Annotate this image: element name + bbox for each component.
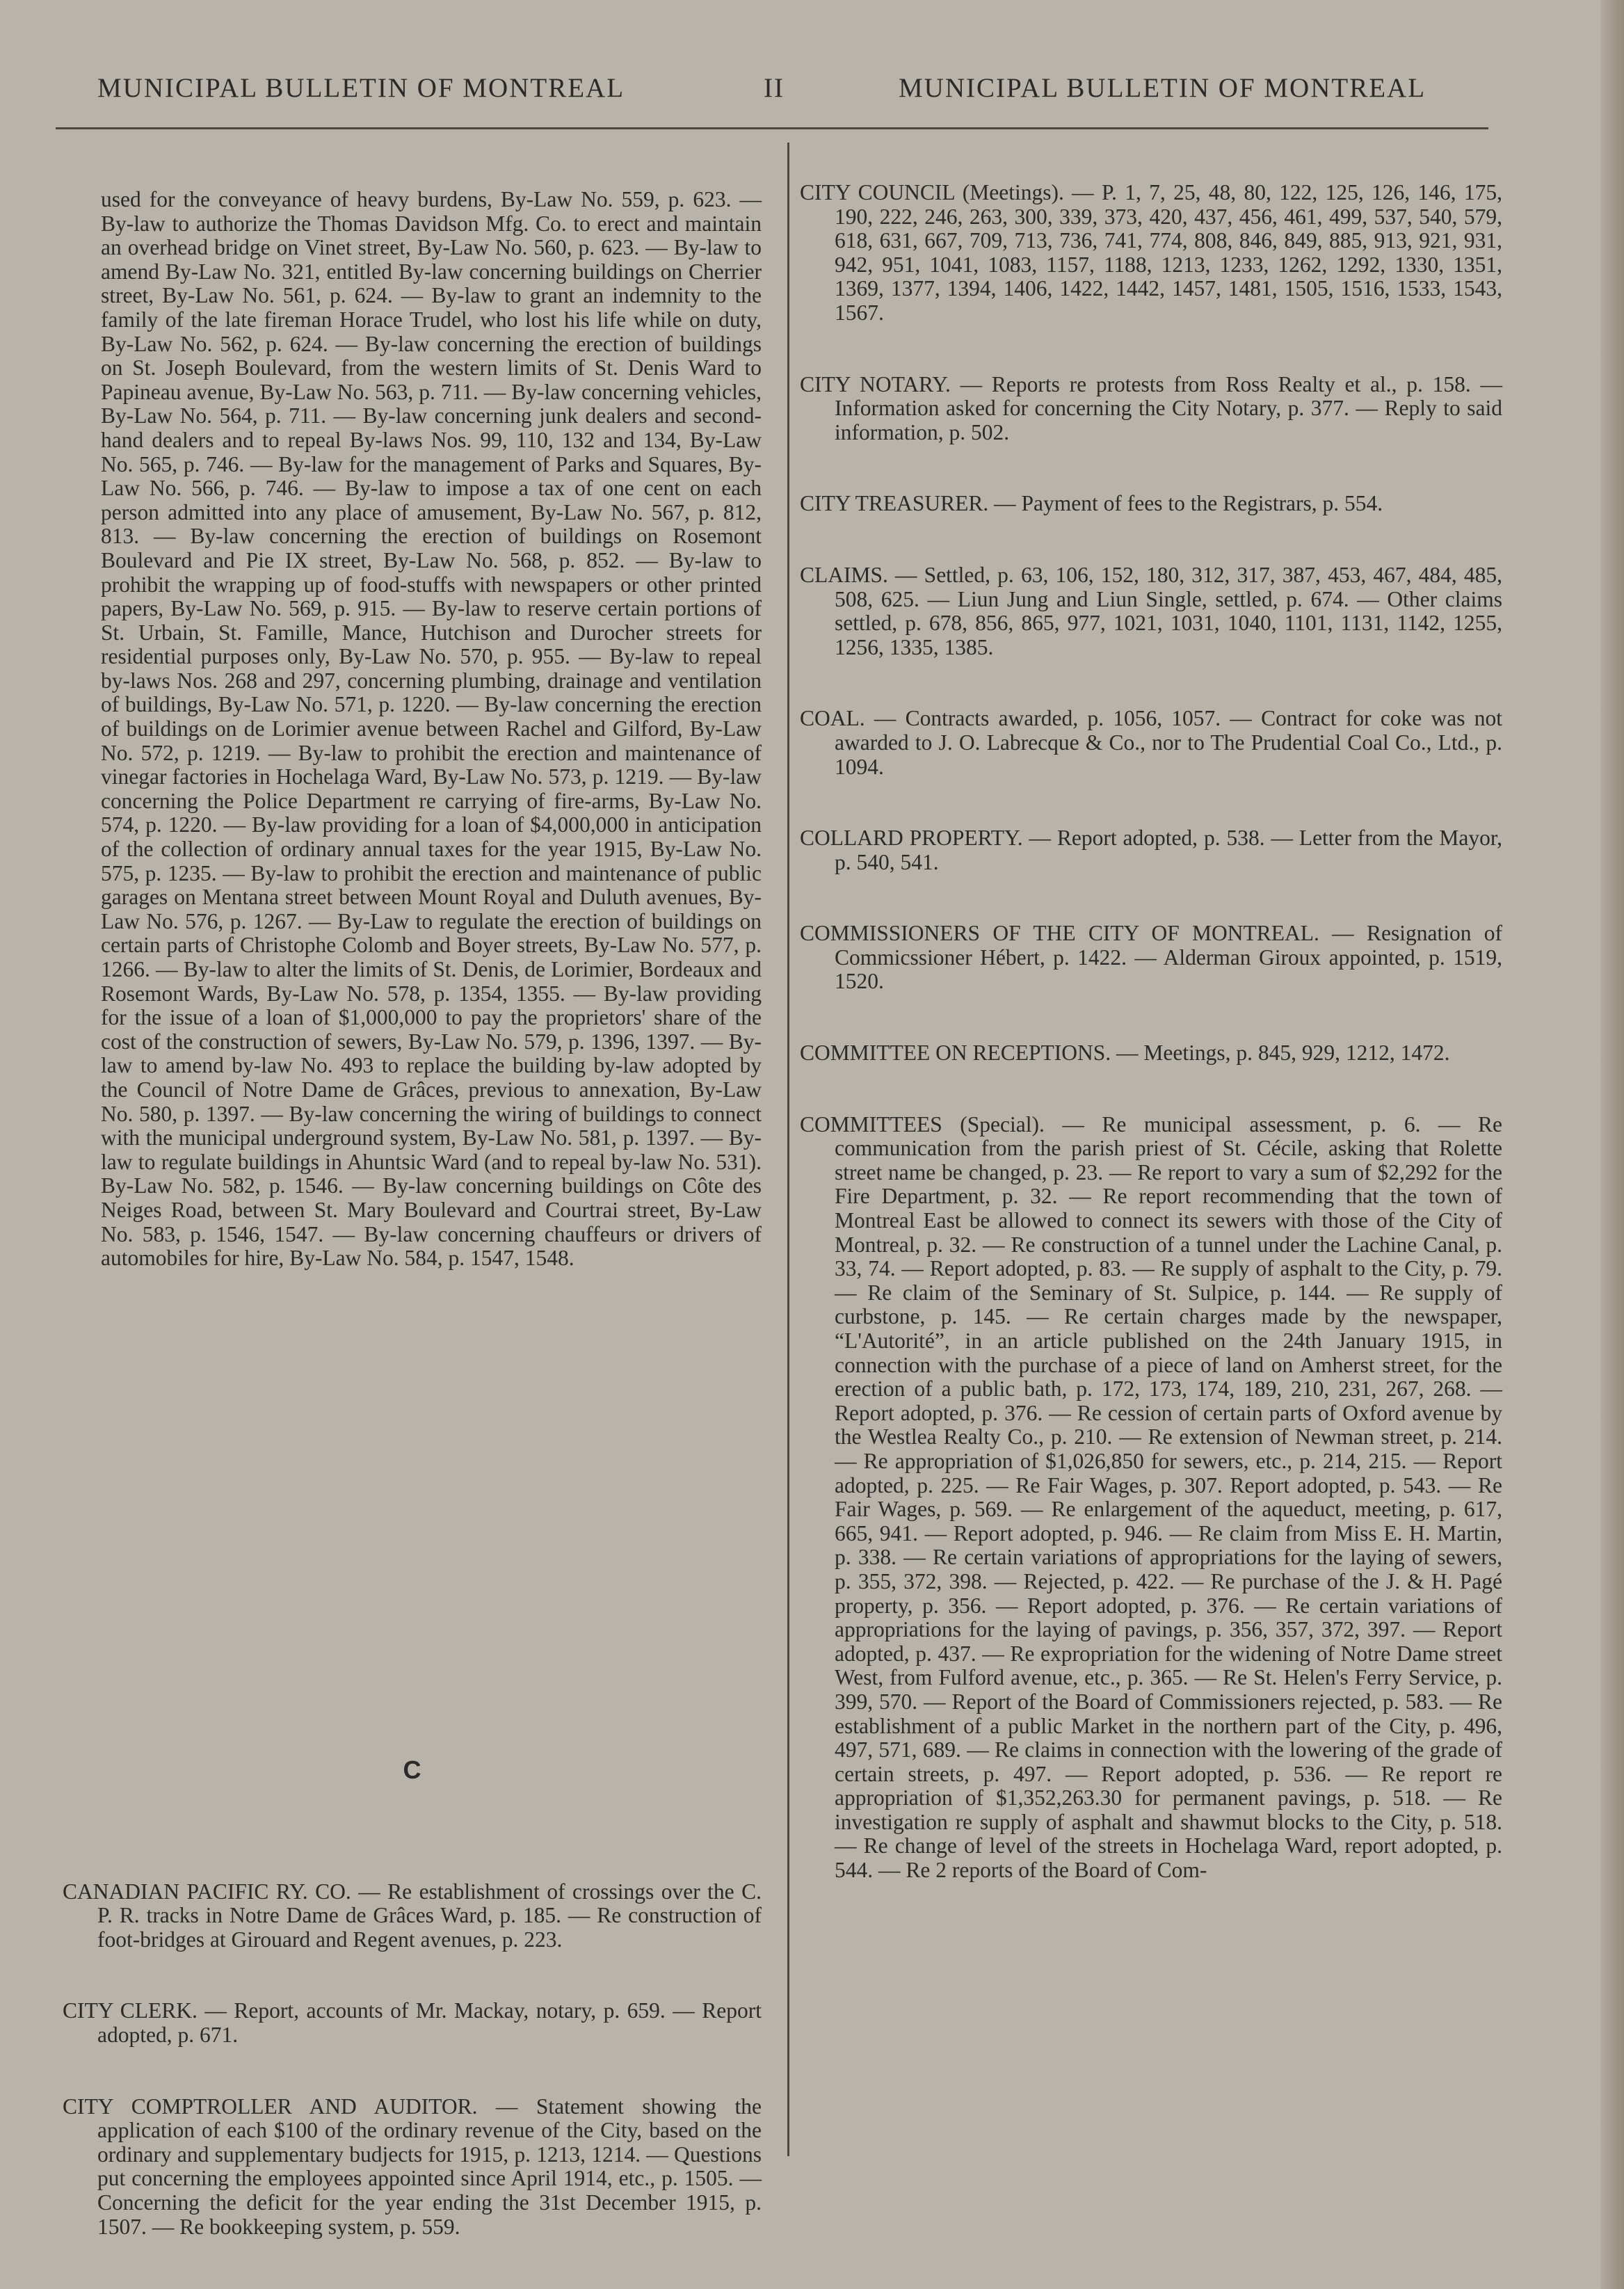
index-entry-city-council: CITY COUNCIL (Meetings). — P. 1, 7, 25, 48, 80, 122, 125, 126, 146, 175, 190, 222, 246, 263, 300, 339, 373, 420, 437, 456, 461, 499, 537, 540, 579, 618, 631, 667, 709, 713, 736, 741, 774, 808, 846, 849, 885, 913, 921, 931, 942, 951, 1041, 1083, 1157, 1188, 1213, 1233, 1262, 1292, 1330, 1351, 1369, 1377, 1394, 1406, 1422, 1442, 1457, 1481, 1505, 1516, 1533, 1543, 1567. [800,180,1502,325]
header-right-title: MUNICIPAL BULLETIN OF MONTREAL [899,73,1426,103]
column-divider [787,143,789,2156]
right-column [800,181,1502,1883]
index-entry-city-comptroller: CITY COMPTROLLER AND AUDITOR. — Statement showing the application of each $100 of the ordinary revenue of the City, based on the ordinary and supplementary budjects for 1915, p. 1213, 1214. — Questions put concerning the employees appointed since April 1914, etc., p. 1505. — Concerning the deficit for the year ending the 31st December 1915, p. 1507. — Re bookkeeping system, p. 559. [63,2094,762,2239]
left-column-section-c [63,1758,762,2286]
left-column [101,188,762,1271]
index-entry-claims: CLAIMS. — Settled, p. 63, 106, 152, 180, 312, 317, 387, 453, 467, 484, 485, 508, 625. — Liun Jung and Liun Single, settled, p. 674. — Other claims settled, p. 678, 856, 865, 977, 1021, 1031, 1040, 1101, 1131, 1142, 1255, 1256, 1335, 1385. [800,562,1502,659]
header-left-title: MUNICIPAL BULLETIN OF MONTREAL [97,73,625,103]
index-entry-coal: COAL. — Contracts awarded, p. 1056, 1057. — Contract for coke was not awarded to J. O. Labrecque & Co., nor to The Prudential Coal Co., Ltd., p. 1094. [800,706,1502,779]
header-rule [56,127,1488,129]
page-number: II [764,73,785,103]
index-entry-city-notary: CITY NOTARY. — Reports re protests from Ross Realty et al., p. 158. — Information asked for concerning the City Notary, p. 377. — Reply to said information, p. 502. [800,371,1502,444]
section-letter-c: C [403,1756,421,1784]
index-entry-city-clerk: CITY CLERK. — Report, accounts of Mr. Mackay, notary, p. 659. — Report adopted, p. 671. [63,1998,762,2047]
index-entry-city-treasurer: CITY TREASURER. — Payment of fees to the Registrars, p. 554. [800,491,1383,516]
bylaw-continuation: used for the conveyance of heavy burdens, By-Law No. 559, p. 623. — By-law to authorize the Thomas Davidson Mfg. Co. to erect and maintain an overhead bridge on Vinet street, By-Law No. 560, p. 623. — By-law to amend By-Law No. 321, entitled By-law concerning buildings on Cherrier street, By-Law No. 561, p. 624. — By-law to grant an indemnity to the family of the late fireman Horace Trudel, who lost his life while on duty, By-Law No. 562, p. 624. — By-law concerning the erection of buildings on St. Joseph Boulevard, from the western limits of St. Denis Ward to Papineau avenue, By-Law No. 563, p. 711. — By-law concerning vehicles, By-Law No. 564, p. 711. — By-law concerning junk dealers and second-hand dealers and to repeal By-laws Nos. 99, 110, 132 and 134, By-Law No. 565, p. 746. — By-law for the management of Parks and Squares, By-Law No. 566, p. 746. — By-law to impose a tax of one cent on each person admitted into any place of amusement, By-Law No. 567, p. 812, 813. — By-law concerning the erection of buildings on Rosemont Boulevard and Pie IX street, By-Law No. 568, p. 852. — By-law to prohibit the wrapping up of food-stuffs with newspapers or other printed papers, By-Law No. 569, p. 915. — By-law to reserve certain portions of St. Urbain, St. Famille, Mance, Hutchison and Durocher streets for residential purposes only, By-Law No. 570, p. 955. — By-law to repeal by-laws Nos. 268 and 297, concerning plumbing, drainage and ventilation of buildings, By-Law No. 571, p. 1220. — By-law concerning the erection of buildings on de Lorimier avenue between Rachel and Gilford, By-Law No. 572, p. 1219. — By-law to prohibit the erection and maintenance of vinegar factories in Hochelaga Ward, By-Law No. 573, p. 1219. — By-law concerning the Police Department re carrying of fire-arms, By-Law No. 574, p. 1220. — By-law providing for a loan of $4,000,000 in anticipation of the collection of ordinary annual taxes for the year 1915, By-Law No. 575, p. 1235. — By-law to prohibit the erection and maintenance of public garages on Mentana street between Mount Royal and Duluth avenues, By-Law No. 576, p. 1267. — By-Law to regulate the erection of buildings on certain parts of Christophe Colomb and Boyer streets, By-Law No. 577, p. 1266. — By-law to alter the limits of St. Denis, de Lorimier, Bordeaux and Rosemont Wards, By-Law No. 578, p. 1354, 1355. — By-law providing for the issue of a loan of $1,000,000 to pay the proprietors' share of the cost of the construction of sewers, By-Law No. 579, p. 1396, 1397. — By-law to amend by-law No. 493 to replace the building by-law adopted by the Council of Notre Dame de Grâces, previous to annexation, By-Law No. 580, p. 1397. — By-law concerning the wiring of buildings to connect with the municipal underground system, By-Law No. 581, p. 1397. — By-law to regulate buildings in Ahuntsic Ward (and to repeal by-law No. 531). By-Law No. 582, p. 1546. — By-law concerning buildings on Côte des Neiges Road, between St. Mary Boulevard and Courtrai street, By-Law No. 583, p. 1546, 1547. — By-law concerning chauffeurs or drivers of automobiles for hire, By-Law No. 584, p. 1547, 1548. [101,187,762,1271]
index-entry-collard-property: COLLARD PROPERTY. — Report adopted, p. 538. — Letter from the Mayor, p. 540, 541. [800,826,1502,874]
index-entry-committee-receptions: COMMITTEE ON RECEPTIONS. — Meetings, p. 845, 929, 1212, 1472. [800,1041,1450,1066]
page-edge-shadow [1600,0,1624,2289]
index-entry-canadian-pacific: CANADIAN PACIFIC RY. CO. — Re establishment of crossings over the C. P. R. tracks in Notre Dame de Grâces Ward, p. 185. — Re construction of foot-bridges at Girouard and Regent avenues, p. 223. [63,1879,762,1952]
index-entry-commissioners: COMMISSIONERS OF THE CITY OF MONTREAL. — Resignation of Commicssioner Hébert, p. 1422. — Alderman Giroux appointed, p. 1519, 1520. [800,921,1502,994]
index-entry-committees-special: COMMITTEES (Special). — Re municipal assessment, p. 6. — Re communication from the parish priest of St. Cécile, asking that Rolette street name be changed, p. 23. — Re report to vary a sum of $2,292 for the Fire Department, p. 32. — Re report recommending that the town of Montreal East be allowed to connect its sewers with those of the City of Montreal, p. 32. — Re construction of a tunnel under the Lachine Canal, p. 33, 74. — Report adopted, p. 83. — Re supply of asphalt to the City, p. 79. — Re claim of the Seminary of St. Sulpice, p. 144. — Re supply of curbstone, p. 145. — Re certain charges made by the newspaper, “L'Autorité”, in an article published on the 24th January 1915, in connection with the purchase of a piece of land on Amherst street, for the erection of a public bath, p. 172, 173, 174, 189, 210, 231, 267, 268. — Report adopted, p. 376. — Re cession of certain parts of Oxford avenue by the Westlea Realty Co., p. 210. — Re extension of Newman street, p. 214. — Re appropriation of $1,026,850 for sewers, etc., p. 214, 215. — Report adopted, p. 225. — Re Fair Wages, p. 307. Report adopted, p. 543. — Re Fair Wages, p. 569. — Re enlargement of the aqueduct, meeting, p. 617, 665, 941. — Report adopted, p. 946. — Re claim from Miss E. H. Martin, p. 338. — Re certain variations of appropriations for the laying of sewers, p. 355, 372, 398. — Rejected, p. 422. — Re purchase of the J. & H. Pagé property, p. 356. — Report adopted, p. 376. — Re certain variations of appropriations for the laying of pavings, p. 356, 357, 372, 397. — Report adopted, p. 437. — Re expropriation for the widening of Notre Dame street West, from Fulford avenue, etc., p. 365. — Re St. Helen's Ferry Service, p. 399, 570. — Report of the Board of Commissioners rejected, p. 583. — Re establishment of a public Market in the northern part of the City, p. 496, 497, 571, 689. — Re claims in connection with the lowering of the grade of certain streets, p. 497. — Report adopted, p. 536. — Re report re appropriation of $1,352,263.30 for permanent pavings, p. 518. — Re investigation re supply of asphalt and shawmut blocks to the City, p. 518. — Re change of level of the streets in Hochelaga Ward, report adopted, p. 544. — Re 2 reports of the Board of Com- [800,1111,1502,1883]
